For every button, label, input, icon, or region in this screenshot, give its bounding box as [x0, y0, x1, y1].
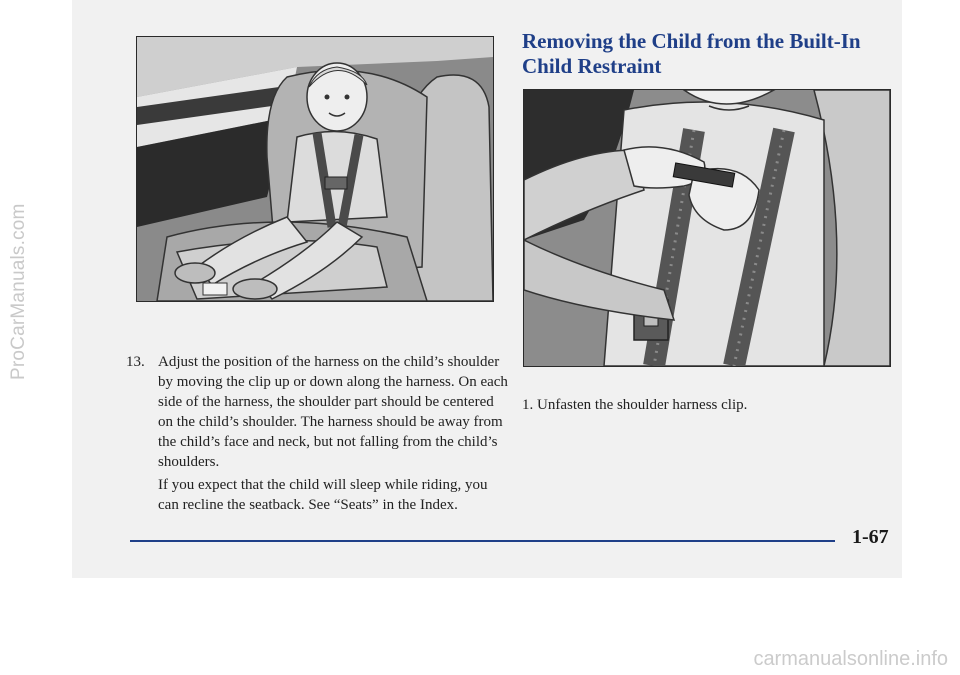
- unfasten-harness-clip-illustration: [523, 89, 891, 367]
- step-13-text: Adjust the position of the harness on the child’s shoulder by moving the clip up or down along the harness. On each side of the harness, the shoulder part should be centered on the child’s shoulder. The harness should be away from the child’s face and neck, but not falling from the child’s shoulders.: [158, 354, 508, 470]
- step-13-number: 13.: [126, 354, 145, 370]
- step-1-text: Unfasten the shoulder harness clip.: [537, 397, 748, 413]
- child-in-seat-illustration: [136, 36, 494, 302]
- page-number: 1-67: [852, 526, 889, 548]
- step-1-number: 1.: [522, 397, 534, 413]
- recline-paragraph: If you expect that the child will sleep while riding, you can recline the seatback. See “Seats” in the Index.: [158, 477, 488, 513]
- bottom-watermark: carmanualsonline.info: [753, 648, 948, 670]
- unfasten-clip-drawing: [524, 90, 890, 366]
- child-in-seat-drawing: [137, 37, 493, 301]
- side-watermark: ProCarManuals.com: [8, 203, 29, 380]
- footer-rule: [130, 540, 835, 542]
- section-heading: Removing the Child from the Built-In Child Restraint: [522, 29, 861, 78]
